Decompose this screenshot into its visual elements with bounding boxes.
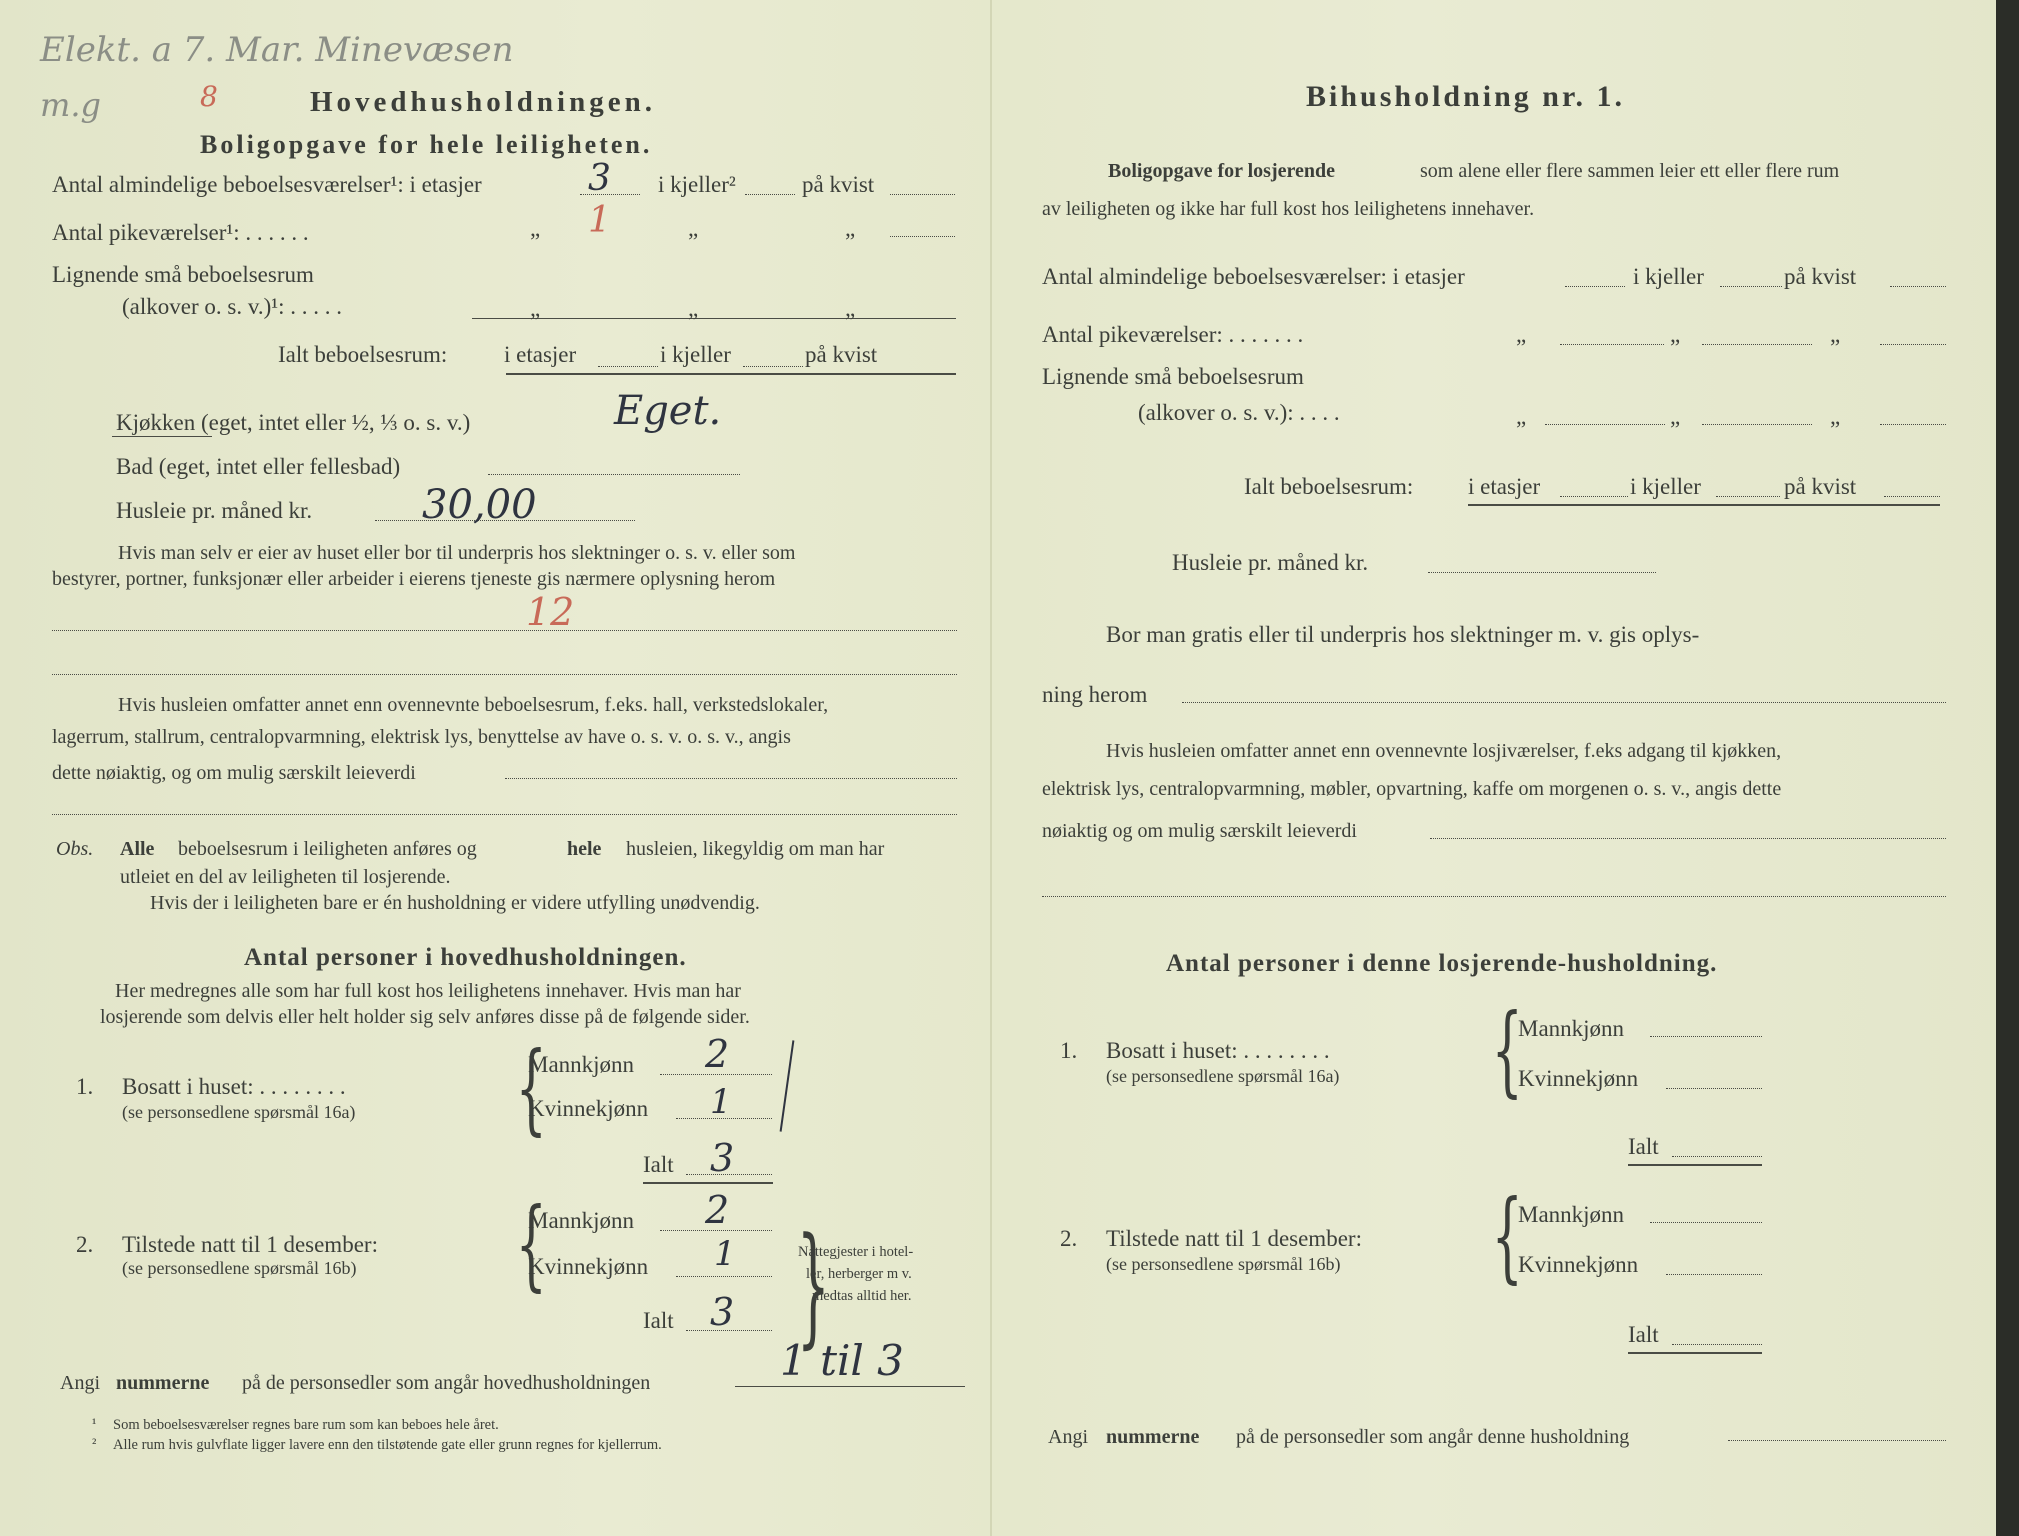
right-q2-sub: (se personsedlene spørsmål 16b) [1106,1254,1341,1274]
left-personer-title: Antal personer i hovedhusholdningen. [244,944,687,971]
kjokken-value: Eget. [614,388,722,434]
right-q2-ialt-line [1672,1344,1762,1345]
left-q2-ialt: Ialt [643,1308,674,1333]
right-bor-line1: Bor man gratis eller til underpris hos slektninger m. v. gis oplys- [1106,622,1700,647]
handwritten-note-owner: Elekt. a 7. Mar. Minevæsen [40,30,514,70]
left-angi-line [735,1386,965,1387]
left-personer-text2: losjerende som delvis eller helt holder sig selv anføres disse på de følgende sider. [100,1006,750,1028]
right-q1-brace: { [1491,994,1523,1108]
nattegjester-brace: } [796,1209,830,1361]
right-q1-ialt: Ialt [1628,1134,1659,1159]
left-q2-brace: { [515,1188,547,1302]
right-hvis-line-b [1042,896,1946,897]
kjokken-label: Kjøkken (eget, intet eller ½, ⅓ o. s. v.) [116,410,471,435]
left-angi-2: på de personsedler som angår hovedhusholdningen [242,1372,651,1394]
alkover-label: (alkover o. s. v.)¹: . . . . . [122,294,343,319]
ialt-i-kjeller-label: i kjeller [660,342,731,367]
left-q2-mann: Mannkjønn [528,1208,635,1233]
obs-hele: hele [567,838,602,860]
kjeller-line [745,194,795,195]
right-q2-ialt: Ialt [1628,1322,1659,1347]
right-hvis-line-a [1430,838,1946,839]
left-q1-sub: (se personsedlene spørsmål 16a) [122,1102,356,1122]
right-q1-num: 1. [1060,1038,1078,1063]
right-antal-alm-label: Antal almindelige beboelsesværelser: i etasjer [1042,264,1465,289]
hvis-selv-line-a [52,630,957,631]
right-alkover-line-2 [1702,424,1812,425]
handwritten-note-mg: m.g [40,86,101,124]
scan-border [1996,0,2019,1536]
right-bor-line [1182,702,1946,703]
obs-line2: utleiet en del av leiligheten til losjerende. [120,866,451,888]
right-etasjer-line [1565,286,1625,287]
right-title: Bihusholdning nr. 1. [1306,80,1626,113]
right-alkover-ditto-1: „ [1516,404,1527,429]
right-pike-line-2 [1702,344,1812,345]
nattegjester-line2: ler, herberger m v. [806,1266,912,1282]
handwritten-red-12: 12 [526,590,575,634]
antal-alm-label: Antal almindelige beboelsesværelser¹: i etasjer [52,172,482,197]
right-q2-num: 2. [1060,1226,1078,1251]
right-pike-line-1 [1560,344,1664,345]
right-ialt-i-kjeller-label: i kjeller [1630,474,1701,499]
hvis-leie-line-a [505,778,957,779]
kvist-line [890,194,955,195]
right-ialt-paa-kvist-label: på kvist [1784,474,1857,499]
right-ialt-etasjer-line [1560,496,1628,497]
husleie-value: 30,00 [422,482,537,528]
hvis-leie-line2: lagerrum, stallrum, centralopvarmning, elektrisk lys, benyttelse av have o. s. v. o. s. v., angis [52,726,791,748]
ialt-kjeller-line [743,366,803,367]
right-angi-2: på de personsedler som angår denne husholdning [1236,1426,1630,1448]
right-alkover-ditto-3: „ [1830,404,1841,429]
right-husleie-line [1428,572,1656,573]
hvis-leie-line3: dette nøiaktig, og om mulig særskilt leieverdi [52,762,416,784]
kjokken-underline [112,436,212,437]
obs-line1b: husleien, likegyldig om man har [626,838,885,860]
ialt-underline [506,373,956,375]
right-intro-2: av leiligheten og ikke har full kost hos leilighetens innehaver. [1042,198,1535,220]
ialt-beboelsesrum-label: Ialt beboelsesrum: [278,342,448,367]
alkover-ditto-2: „ [688,296,699,321]
left-q1-ialt-underline [643,1182,773,1184]
obs-line1: beboelsesrum i leiligheten anføres og [178,838,477,860]
obs-label: Obs. [56,838,94,860]
right-pike-ditto-2: „ [1670,322,1681,347]
pike-ditto-3: „ [845,216,856,241]
right-intro-bold: Boligopgave for losjerende [1108,160,1336,182]
right-hvis-line2: elektrisk lys, centralopvarmning, møbler, opvartning, kaffe om morgenen o. s. v., angis dette [1042,778,1782,800]
right-lignende-label: Lignende små beboelsesrum [1042,364,1304,389]
lignende-label: Lignende små beboelsesrum [52,262,314,287]
ialt-i-etasjer-label: i etasjer [504,342,577,367]
right-q1-mann: Mannkjønn [1518,1016,1625,1041]
left-q1-pen-stroke [780,1040,795,1131]
pike-ditto-1: „ [530,216,541,241]
left-subtitle: Boligopgave for hele leiligheten. [200,130,653,159]
right-q2-kvinne: Kvinnekjønn [1518,1252,1639,1277]
right-q1-ialt-line [1672,1156,1762,1157]
right-pike-label: Antal pikeværelser: . . . . . . . [1042,322,1304,347]
left-q2-ialt-value: 3 [710,1290,735,1334]
left-personer-text1: Her medregnes alle som har full kost hos leilighetens innehaver. Hvis man har [115,980,741,1002]
right-q2-mann-line [1650,1222,1762,1223]
footnote-2-num: ² [92,1436,97,1452]
page-fold [990,0,992,1536]
left-angi-1: Angi [60,1372,100,1394]
footnote-1-num: ¹ [92,1416,97,1432]
paa-kvist-label: på kvist [802,172,875,197]
right-pike-line-3 [1880,344,1946,345]
right-q1-mann-line [1650,1036,1762,1037]
nattegjester-line3: medtas alltid her. [812,1288,912,1304]
right-angi-1: Angi [1048,1426,1088,1448]
left-q1-kvinne-value: 1 [710,1082,732,1122]
hvis-selv-line2: bestyrer, portner, funksjonær eller arbeider i eierens tjeneste gis nærmere oplysning herom [52,568,776,590]
left-q2-kvinne: Kvinnekjønn [528,1254,649,1279]
nattegjester-line1: Nattegjester i hotel- [798,1244,914,1260]
bad-label: Bad (eget, intet eller fellesbad) [116,454,401,479]
right-bor-line2: ning herom [1042,682,1148,707]
pike-kvist-line [890,236,955,237]
right-pike-ditto-3: „ [1830,322,1841,347]
ialt-paa-kvist-label: på kvist [805,342,878,367]
alkover-ditto-1: „ [530,296,541,321]
right-paa-kvist-label: på kvist [1784,264,1857,289]
ialt-etasjer-line [598,366,658,367]
left-q2-label: Tilstede natt til 1 desember: [122,1232,378,1257]
hvis-selv-line1: Hvis man selv er eier av huset eller bor til underpris hos slektninger o. s. v. eller som [118,542,796,564]
right-kvist-line [1890,286,1946,287]
left-q2-kvinne-line [676,1276,772,1277]
alkover-ditto-3: „ [845,296,856,321]
left-q1-kvinne: Kvinnekjønn [528,1096,649,1121]
left-q1-mann: Mannkjønn [528,1052,635,1077]
alkover-line [472,318,956,319]
right-ialt-beboelsesrum-label: Ialt beboelsesrum: [1244,474,1414,499]
right-alkover-ditto-2: „ [1670,404,1681,429]
left-q1-label: Bosatt i huset: . . . . . . . . [122,1074,346,1099]
bad-line [488,474,740,475]
right-ialt-i-etasjer-label: i etasjer [1468,474,1541,499]
husleie-label: Husleie pr. måned kr. [116,498,313,523]
left-q1-mann-value: 2 [705,1032,730,1076]
right-ialt-kjeller-line [1716,496,1780,497]
right-alkover-line-1 [1545,424,1665,425]
pike-label: Antal pikeværelser¹: . . . . . . [52,220,309,245]
left-q2-sub: (se personsedlene spørsmål 16b) [122,1258,357,1278]
right-q2-mann: Mannkjønn [1518,1202,1625,1227]
pike-ditto-2: „ [688,216,699,241]
left-q2-num: 2. [76,1232,94,1257]
right-q2-brace: { [1491,1180,1523,1294]
hvis-leie-line1: Hvis husleien omfatter annet enn ovennevnte beboelsesrum, f.eks. hall, verkstedslokaler, [118,694,829,716]
right-q1-kvinne-line [1666,1088,1762,1089]
left-q1-brace: { [515,1032,547,1146]
footnote-1: Som beboelsesværelser regnes bare rum som kan beboes hele året. [113,1417,499,1433]
left-q1-ialt-value: 3 [710,1136,735,1180]
right-hvis-line3: nøiaktig og om mulig særskilt leieverdi [1042,820,1357,842]
left-q1-ialt: Ialt [643,1152,674,1177]
right-pike-ditto-1: „ [1516,322,1527,347]
left-q2-mann-value: 2 [705,1188,730,1232]
right-hvis-line1: Hvis husleien omfatter annet enn ovennevnte losjiværelser, f.eks adgang til kjøkken, [1106,740,1782,762]
right-ialt-underline [1468,504,1940,506]
left-title: Hovedhusholdningen. [310,86,656,118]
pike-red-mark: 1 [588,200,611,241]
right-i-kjeller-label: i kjeller [1633,264,1704,289]
right-personer-title: Antal personer i denne losjerende-husholdning. [1166,950,1718,977]
right-q1-sub: (se personsedlene spørsmål 16a) [1106,1066,1340,1086]
right-alkover-line-3 [1880,424,1946,425]
right-q1-label: Bosatt i huset: . . . . . . . . [1106,1038,1330,1063]
right-alkover-label: (alkover o. s. v.): . . . . [1138,400,1340,425]
right-q1-ialt-underline [1628,1164,1762,1166]
etasjer-value: 3 [588,158,611,199]
right-husleie-label: Husleie pr. måned kr. [1172,550,1369,575]
right-intro-1: som alene eller flere sammen leier ett eller flere rum [1420,160,1840,182]
left-q2-kvinne-value: 1 [714,1234,736,1274]
left-angi-value: 1 til 3 [780,1336,904,1385]
obs-line3: Hvis der i leiligheten bare er én husholdning er videre utfylling unødvendig. [150,892,760,914]
hvis-selv-line-b [52,674,957,675]
right-q1-kvinne: Kvinnekjønn [1518,1066,1639,1091]
footnote-2: Alle rum hvis gulvflate ligger lavere enn den tilstøtende gate eller grunn regnes for kjellerrum. [113,1437,662,1453]
right-kjeller-line [1720,286,1782,287]
handwritten-red-number: 8 [200,80,218,113]
right-q2-label: Tilstede natt til 1 desember: [1106,1226,1362,1251]
right-q2-kvinne-line [1666,1274,1762,1275]
left-angi-nummerne: nummerne [116,1372,210,1394]
left-q1-num: 1. [76,1074,94,1099]
obs-alle: Alle [120,838,155,860]
right-angi-line [1728,1440,1946,1441]
hvis-leie-line-b [52,814,957,815]
right-ialt-kvist-line [1884,496,1940,497]
right-angi-nummerne: nummerne [1106,1426,1200,1448]
right-q2-ialt-underline [1628,1352,1762,1354]
i-kjeller-label: i kjeller² [658,172,736,197]
